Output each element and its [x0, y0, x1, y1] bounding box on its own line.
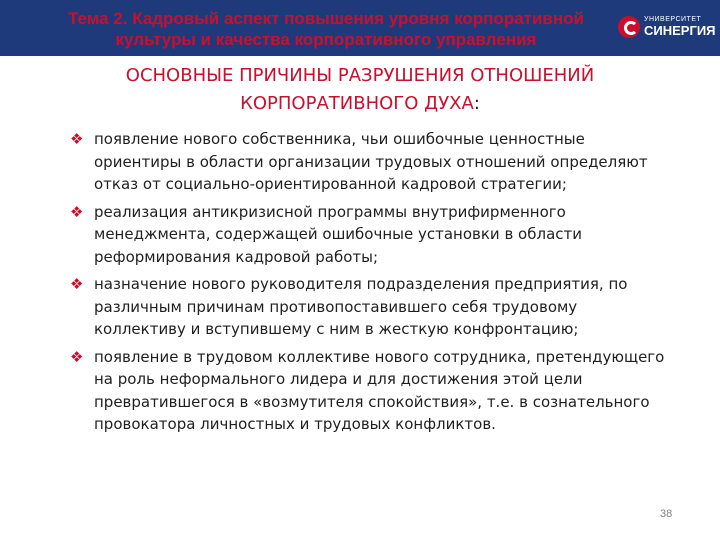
slide-subtitle	[80, 62, 640, 118]
subtitle-line-2-text: КОРПОРАТИВНОГО ДУХА	[240, 93, 474, 114]
list-item	[70, 128, 670, 196]
subtitle-line-2	[80, 90, 640, 118]
subtitle-colon: :	[473, 93, 480, 114]
header-title: Тема 2. Кадровый аспект повышения уровня корпоративной культуры и качества корпоративного управления	[68, 9, 584, 49]
list-item-text: появление в трудовом коллективе нового сотрудника, претендующего на роль неформального лидера и для достижения этой цели превратившегося в «возмутителя спокойствия», т.е. в сознательного провокатора личностных и трудовых конфликтов.	[94, 347, 665, 433]
synergy-logo-icon	[618, 16, 640, 38]
diamond-bullet-icon: ❖	[70, 347, 84, 366]
list-item-text: появление нового собственника, чьи ошибочные ценностные ориентиры в области организации трудовых отношений определяют отказ от социально-ориентированной кадровой стратегии;	[94, 130, 648, 193]
diamond-bullet-icon: ❖	[70, 202, 84, 221]
list-item-text: назначение нового руководителя подразделения предприятия, по различным причинам противопоставившего себя трудовому коллективу и вступившему с ним в жесткую конфронтацию;	[94, 275, 628, 338]
subtitle-line-1: ОСНОВНЫЕ ПРИЧИНЫ РАЗРУШЕНИЯ ОТНОШЕНИЙ	[125, 65, 595, 86]
header-bar	[0, 0, 720, 56]
logo-wordmark: СИНЕРГИЯ	[644, 23, 716, 38]
list-item-text: реализация антикризисной программы внутрифирменного менеджмента, содержащей ошибочные установки в области реформирования кадровой работы;	[94, 202, 582, 266]
reasons-list	[70, 128, 670, 441]
list-item	[70, 273, 670, 341]
logo-caption: УНИВЕРСИТЕТ	[644, 16, 702, 23]
slide-number: 38	[660, 508, 673, 520]
list-item	[70, 346, 670, 436]
diamond-bullet-icon: ❖	[70, 130, 84, 148]
list-item	[70, 201, 670, 269]
university-logo	[618, 16, 714, 44]
diamond-bullet-icon: ❖	[70, 275, 84, 293]
